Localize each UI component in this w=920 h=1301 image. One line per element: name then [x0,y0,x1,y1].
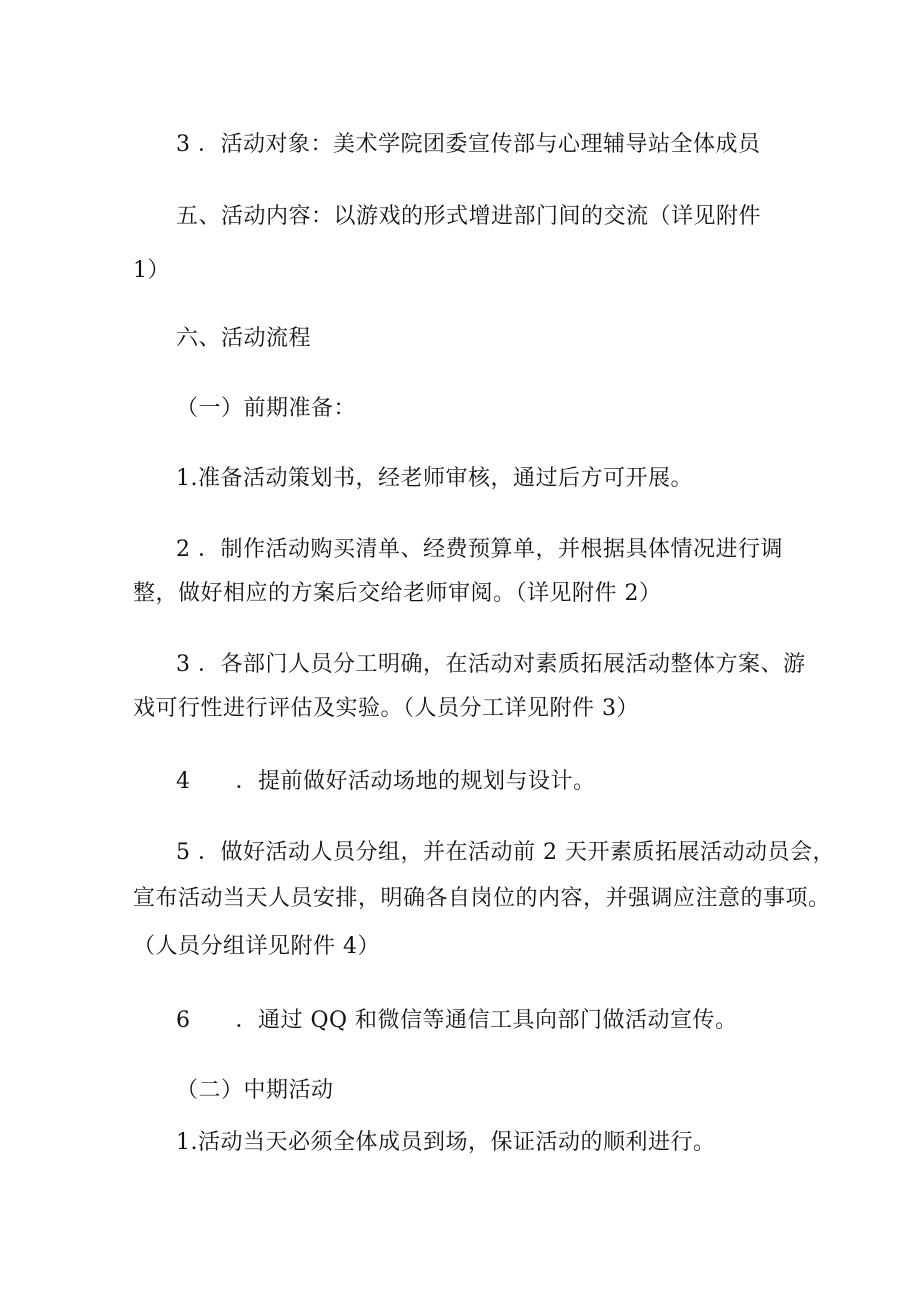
mid-item-1: 1.活动当天必须全体成员到场，保证活动的顺利进行。 [176,1130,716,1155]
item-activity-target: 3 ．活动对象：美术学院团委宣传部与心理辅导站全体成员 [176,132,761,157]
prep-item-6: 6 ．通过 QQ 和微信等通信工具向部门做活动宣传。 [176,1008,738,1033]
section-activity-process-heading: 六、活动流程 [176,326,312,351]
prep-item-3: 3 ．各部门人员分工明确，在活动对素质拓展活动整体方案、游 [176,652,806,677]
prep-item-2-cont: 整，做好相应的方案后交给老师审阅。（详见附件 2） [133,581,662,606]
prep-item-3-cont: 戏可行性进行评估及实验。（人员分工详见附件 3） [133,696,639,721]
prep-item-5-cont: 宣布活动当天人员安排，明确各自岗位的内容，并强调应注意的事项。 [133,886,831,911]
prep-item-5: 5 ．做好活动人员分组，并在活动前 2 天开素质拓展活动动员会， [176,840,835,865]
section-activity-content-cont: 1） [133,258,170,283]
prep-item-1: 1.准备活动策划书，经老师审核，通过后方可开展。 [176,466,693,491]
prep-item-5-cont-2: （人员分组详见附件 4） [133,934,380,959]
subsection-preparation-heading: （一）前期准备： [176,396,357,421]
section-activity-content: 五、活动内容：以游戏的形式增进部门间的交流（详见附件 [176,204,762,229]
subsection-midterm-heading: （二）中期活动 [176,1078,334,1103]
prep-item-4: 4 ．提前做好活动场地的规划与设计。 [176,769,596,794]
prep-item-2: 2 ．制作活动购买清单、经费预算单，并根据具体情况进行调 [176,537,783,562]
